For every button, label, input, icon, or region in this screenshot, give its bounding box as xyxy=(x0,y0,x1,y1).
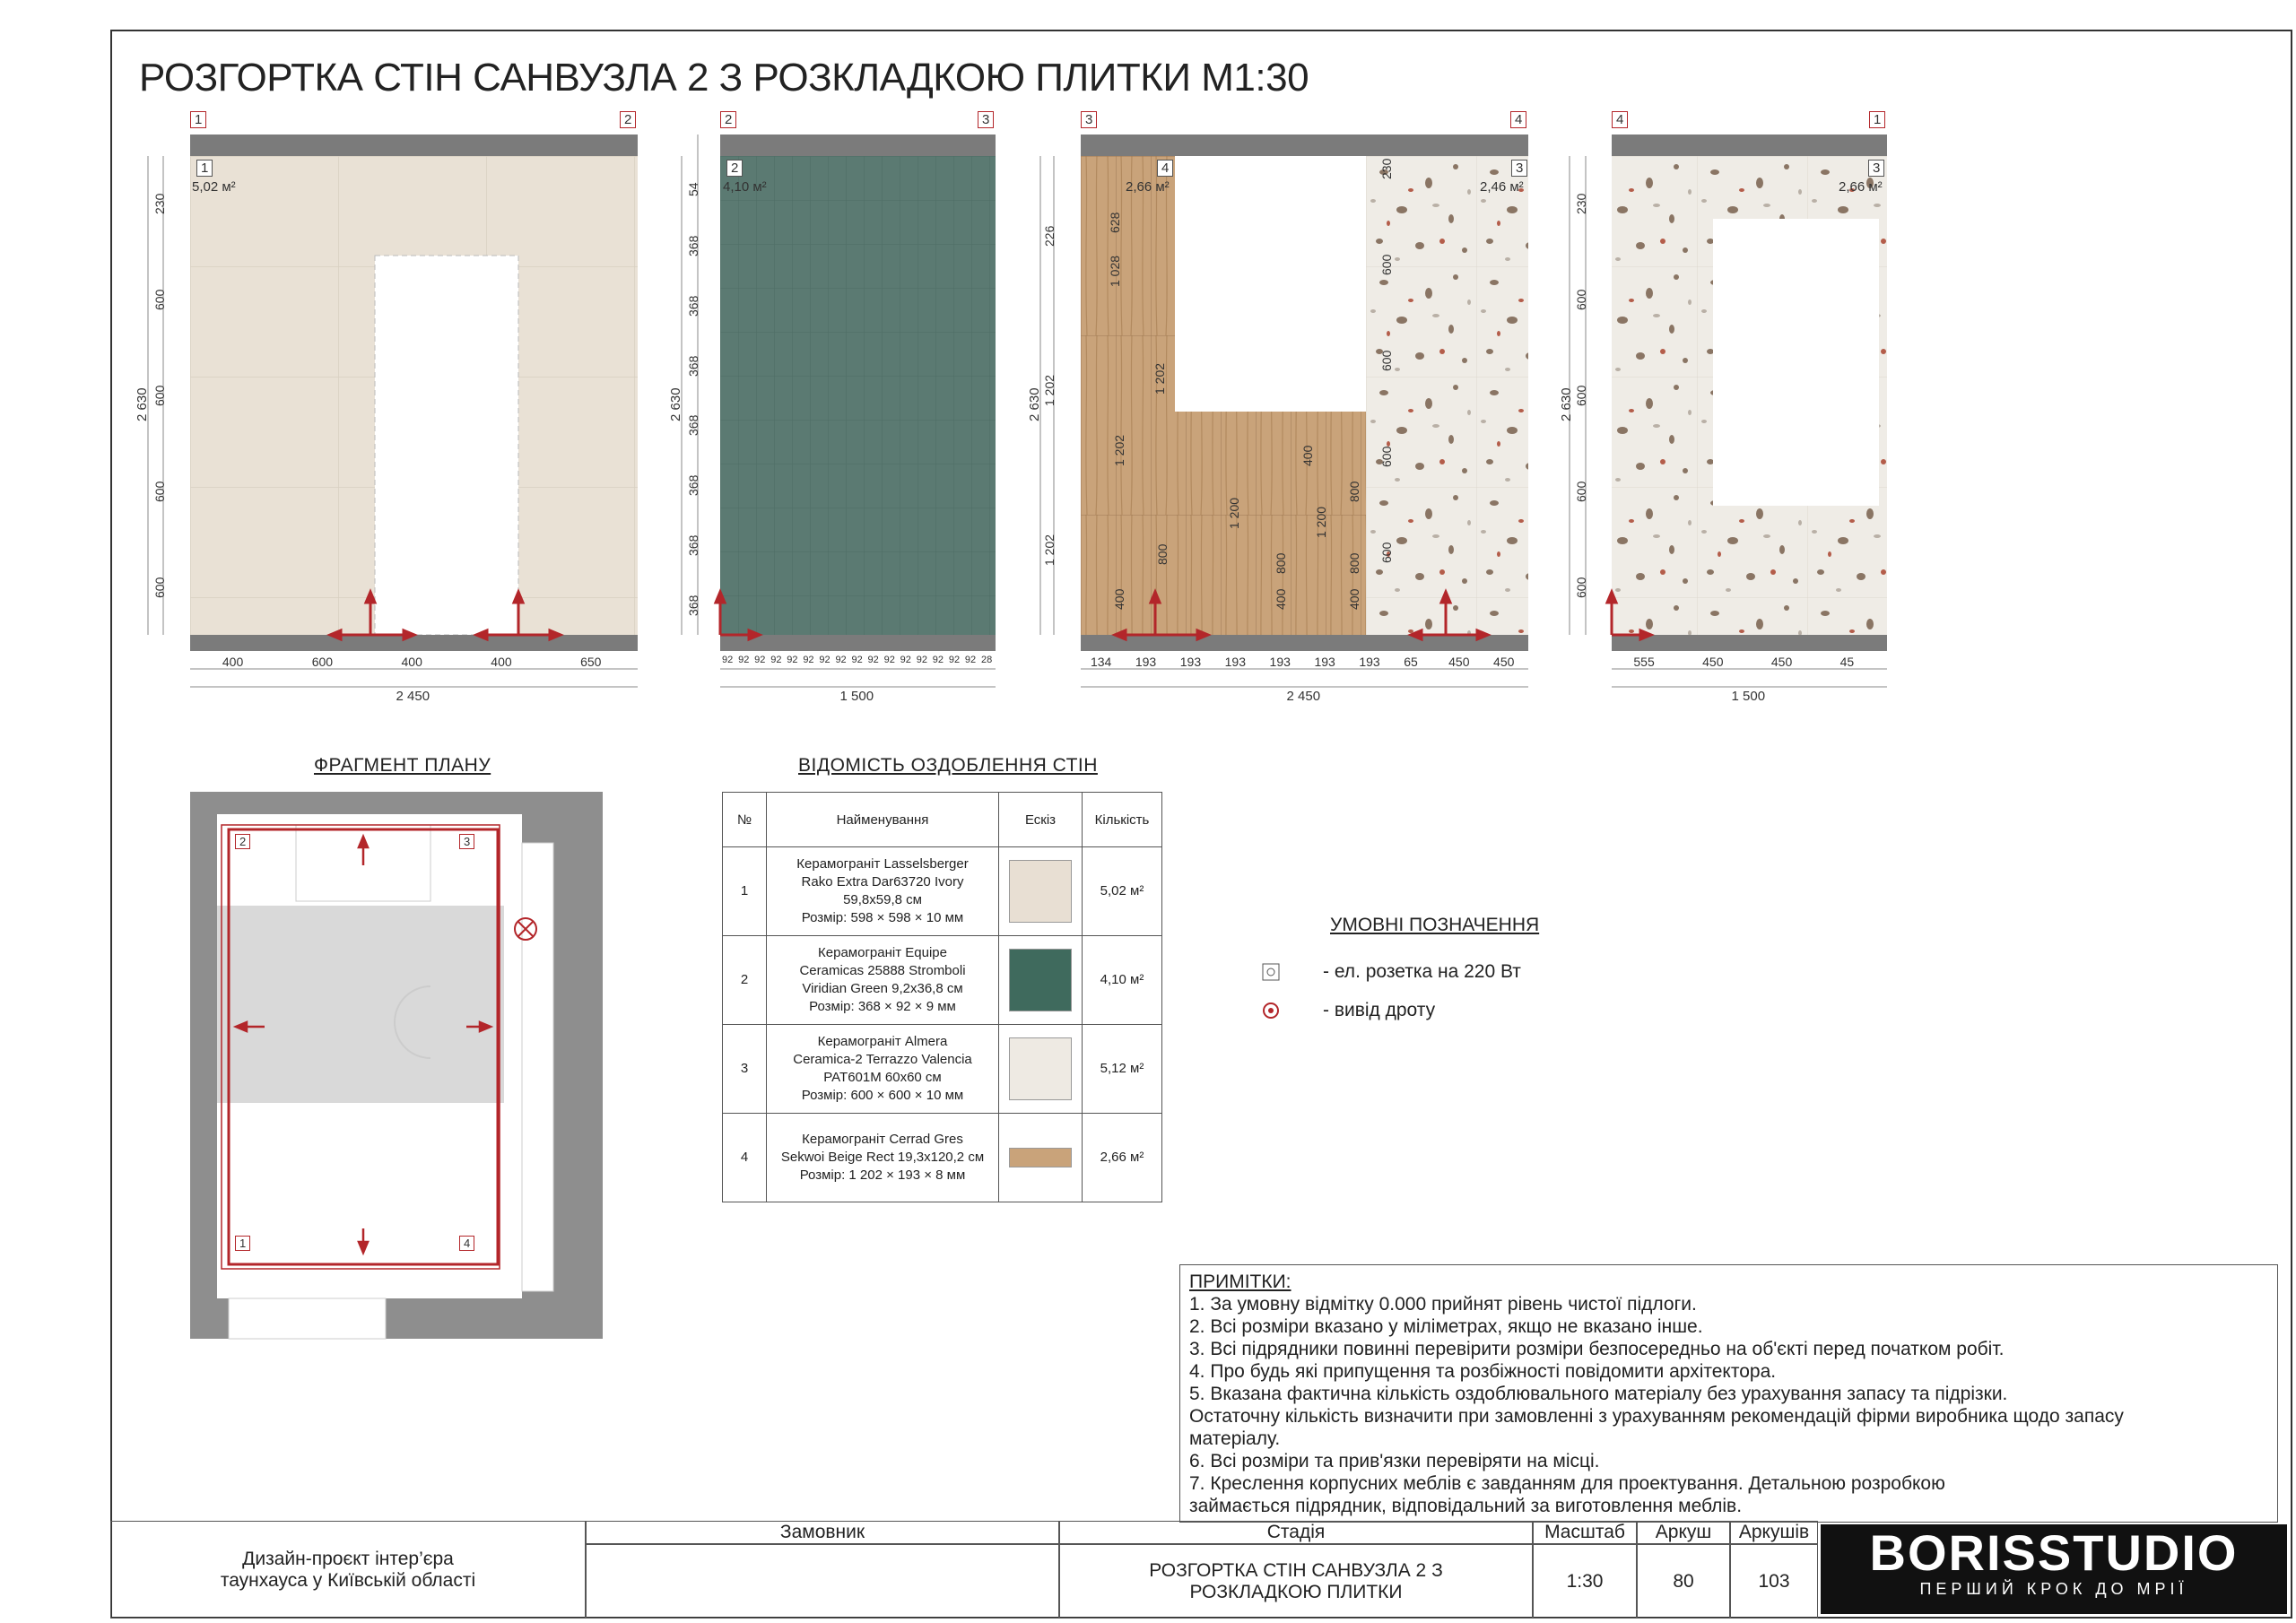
logo-slogan: ПЕРШИЙ КРОК ДО МРІЇ xyxy=(1919,1580,2188,1598)
wall-mark-left: 1 xyxy=(190,111,206,128)
v-dim: 368 xyxy=(686,474,700,497)
row-name-line: Розмір: 598 × 598 × 10 мм xyxy=(801,910,964,925)
logo-name: BORISSTUDIO xyxy=(1869,1524,2239,1581)
inner-dim: 800 xyxy=(1155,543,1170,565)
height-total: 2 630 xyxy=(1559,387,1574,421)
row-quantity: 5,12 м² xyxy=(1083,1025,1162,1114)
scale-value: 1:30 xyxy=(1533,1544,1637,1619)
col-name: Найменування xyxy=(767,793,999,847)
v-dim: 1 202 xyxy=(1042,534,1057,566)
v-dim: 230 xyxy=(1574,194,1588,215)
legend-socket-label: - ел. розетка на 220 Вт xyxy=(1323,961,1521,982)
wall-mark-right: 2 xyxy=(620,111,636,128)
row-sketch xyxy=(999,847,1083,936)
h-dim: 450 xyxy=(1493,655,1515,669)
h-dim: 400 xyxy=(491,655,512,669)
wall-mark-left: 4 xyxy=(1612,111,1628,128)
h-dim: 28 xyxy=(980,655,993,665)
h-dim: 92 xyxy=(819,655,831,665)
row-name-line: Ceramica-2 Terrazzo Valencia xyxy=(793,1052,972,1067)
h-dim: 193 xyxy=(1359,655,1380,669)
wall-mark-right: 3 xyxy=(978,111,994,128)
v-dim-right: 600 xyxy=(1379,542,1394,563)
h-dim: 650 xyxy=(580,655,602,669)
v-dim: 368 xyxy=(686,534,700,556)
page-title: РОЗГОРТКА СТІН САНВУЗЛА 2 З РОЗКЛАДКОЮ ПЛИТКИ М1:30 xyxy=(139,56,1309,100)
inner-dim: 1 202 xyxy=(1152,362,1167,395)
v-dim: 1 202 xyxy=(1042,374,1057,406)
finishing-title: ВІДОМІСТЬ ОЗДОБЛЕННЯ СТІН xyxy=(798,755,1098,776)
stage-label: Стадія xyxy=(1059,1521,1533,1544)
row-name xyxy=(767,1114,999,1202)
legend-title: УМОВНІ ПОЗНАЧЕННЯ xyxy=(1330,915,1540,935)
col-sketch: Ескіз xyxy=(999,793,1083,847)
v-dim: 600 xyxy=(152,289,167,311)
wall-elevation-4 xyxy=(1607,135,1887,651)
sheet-value: 80 xyxy=(1637,1544,1730,1619)
h-dim: 555 xyxy=(1633,655,1655,669)
scale-label: Масштаб xyxy=(1533,1521,1637,1544)
socket-legend-icon xyxy=(1263,964,1279,980)
v-dim-right: 230 xyxy=(1379,158,1394,179)
wall-mark-left: 2 xyxy=(720,111,736,128)
note-line: 6. Всі розміри та прив'язки перевіряти на місці. xyxy=(1189,1451,1600,1471)
row-name-line: PAT601M 60x60 см xyxy=(823,1070,942,1085)
row-quantity: 4,10 м² xyxy=(1083,936,1162,1025)
note-line: Остаточну кількість визначити при замовленні з урахуванням рекомендацій фірми виробника щодо запасу xyxy=(1189,1406,2124,1427)
row-name xyxy=(767,1025,999,1114)
h-dim: 92 xyxy=(835,655,847,665)
plan-wall-mark: 2 xyxy=(235,834,250,849)
notes-title: ПРИМІТКИ: xyxy=(1189,1271,1292,1292)
row-sketch xyxy=(999,1025,1083,1114)
legend-wire-label: - вивід дроту xyxy=(1323,1000,1436,1020)
wall-tile-mark: 3 xyxy=(1511,160,1527,177)
note-line: займається підрядник, відповідальний за виготовлення меблів. xyxy=(1189,1496,1743,1516)
row-number: 2 xyxy=(723,936,767,1025)
customer-label: Замовник xyxy=(586,1521,1059,1544)
h-dim: 92 xyxy=(867,655,879,665)
v-dim: 600 xyxy=(152,577,167,598)
material-swatch xyxy=(1009,1148,1072,1167)
plan-title: ФРАГМЕНТ ПЛАНУ xyxy=(314,755,491,776)
h-dim: 92 xyxy=(803,655,814,665)
note-line: 5. Вказана фактична кількість оздоблювального матеріалу без урахування запасу та підрізки. xyxy=(1189,1384,2008,1404)
inner-dim: 800 xyxy=(1274,552,1288,574)
row-name-line: Viridian Green 9,2x36,8 см xyxy=(802,981,963,996)
row-name-line: Розмір: 1 202 × 193 × 8 мм xyxy=(799,1167,966,1183)
row-name-line: Керамограніт Lasselsberger xyxy=(796,856,969,872)
h-dim: 92 xyxy=(754,655,766,665)
wall-tile-mark: 3 xyxy=(1868,160,1884,177)
wall-mark-right: 1 xyxy=(1869,111,1885,128)
v-dim: 368 xyxy=(686,295,700,317)
note-line: 4. Про будь які припущення та розбіжності повідомити архітектора. xyxy=(1189,1361,1777,1382)
material-swatch xyxy=(1009,949,1072,1011)
wall-area: 4,10 м² xyxy=(723,179,767,195)
finishing-row xyxy=(723,1114,1162,1202)
h-dim: 193 xyxy=(1179,655,1202,669)
sheet-label: Аркуш xyxy=(1637,1521,1730,1544)
note-line: 7. Креслення корпусних меблів є завданням для проектування. Детальною розробкою xyxy=(1189,1473,1945,1494)
v-dim-right: 600 xyxy=(1379,254,1394,275)
h-dim: 92 xyxy=(738,655,750,665)
v-dim: 368 xyxy=(686,355,700,377)
inner-dim: 1 028 xyxy=(1108,255,1122,287)
width-total: 2 450 xyxy=(1286,689,1321,704)
wall-elevation-2 xyxy=(716,135,996,651)
row-quantity: 2,66 м² xyxy=(1083,1114,1162,1202)
h-dim: 193 xyxy=(1135,655,1157,669)
row-number: 4 xyxy=(723,1114,767,1202)
row-number: 1 xyxy=(723,847,767,936)
v-dim: 600 xyxy=(1574,289,1588,311)
note-line: 3. Всі підрядники повинні перевірити розміри безпосередньо на об'єкті перед початком робіт. xyxy=(1189,1339,2005,1359)
v-dim-right: 600 xyxy=(1379,446,1394,467)
width-total: 1 500 xyxy=(1731,689,1766,704)
inner-dim: 1 200 xyxy=(1314,506,1328,538)
h-dim: 92 xyxy=(851,655,863,665)
wall-mark-left: 3 xyxy=(1081,111,1097,128)
v-dim: 600 xyxy=(152,481,167,502)
inner-dim: 400 xyxy=(1274,588,1288,610)
inner-dim: 400 xyxy=(1112,588,1126,610)
row-name-line: Sekwoi Beige Rect 19,3x120,2 см xyxy=(780,1150,985,1165)
height-total: 2 630 xyxy=(668,387,683,421)
row-sketch xyxy=(999,1114,1083,1202)
v-dim: 230 xyxy=(152,194,167,215)
row-number: 3 xyxy=(723,1025,767,1114)
plan-wall-mark: 3 xyxy=(459,834,474,849)
wall-area: 2,46 м² xyxy=(1480,179,1524,195)
plan-wall-mark: 1 xyxy=(235,1236,250,1251)
h-dim: 45 xyxy=(1839,655,1855,669)
v-dim: 600 xyxy=(1574,577,1588,598)
finishing-table xyxy=(722,792,1162,1202)
row-sketch xyxy=(999,936,1083,1025)
wall-area: 5,02 м² xyxy=(192,179,236,195)
v-dim: 600 xyxy=(1574,481,1588,502)
wall-area: 2,66 м² xyxy=(1839,179,1883,195)
finishing-header-row xyxy=(723,793,1162,847)
wall-elevation-1 xyxy=(190,135,638,651)
sheets-label: Аркушів xyxy=(1730,1521,1818,1544)
inner-dim: 400 xyxy=(1300,445,1315,466)
v-dim: 54 xyxy=(686,182,700,197)
h-dim: 92 xyxy=(722,655,734,665)
h-dim: 92 xyxy=(948,655,961,665)
row-name-line: Керамограніт Almera xyxy=(817,1034,948,1049)
h-dim: 92 xyxy=(883,655,895,665)
row-name-line: Rako Extra Dar63720 Ivory xyxy=(801,874,964,890)
h-dim: 193 xyxy=(1314,655,1335,669)
height-total: 2 630 xyxy=(1027,387,1042,421)
customer-value xyxy=(586,1544,1059,1619)
project-name: Дизайн-проєкт інтер’єра таунхауса у Київській області xyxy=(110,1521,586,1619)
h-dim: 400 xyxy=(401,655,422,669)
finishing-row xyxy=(723,847,1162,936)
inner-dim: 400 xyxy=(1347,588,1361,610)
v-dim-right: 600 xyxy=(1379,350,1394,371)
studio-logo xyxy=(1821,1524,2287,1614)
wall-tile-mark: 1 xyxy=(196,160,213,177)
h-dim: 193 xyxy=(1269,655,1291,669)
h-dim: 92 xyxy=(964,655,977,665)
height-total: 2 630 xyxy=(135,387,150,421)
inner-dim: 1 200 xyxy=(1227,497,1241,529)
plan-wall-mark: 4 xyxy=(459,1236,474,1251)
h-dim: 92 xyxy=(787,655,798,665)
row-name-line: Розмір: 600 × 600 × 10 мм xyxy=(801,1088,964,1103)
h-dim: 134 xyxy=(1090,655,1112,669)
material-swatch xyxy=(1009,1037,1072,1100)
wall-tile-mark: 2 xyxy=(726,160,743,177)
col-number: № xyxy=(723,793,767,847)
h-dim: 92 xyxy=(900,655,911,665)
col-quantity: Кількість xyxy=(1083,793,1162,847)
wall-elevation-3 xyxy=(1081,135,1528,651)
v-dim: 368 xyxy=(686,235,700,257)
inner-dim: 800 xyxy=(1347,552,1361,574)
v-dim: 600 xyxy=(152,385,167,406)
row-name xyxy=(767,847,999,936)
v-dim: 226 xyxy=(1042,225,1057,247)
finishing-row xyxy=(723,1025,1162,1114)
h-dim: 92 xyxy=(932,655,944,665)
row-name-line: Ceramicas 25888 Stromboli xyxy=(799,963,966,978)
h-dim: 450 xyxy=(1448,655,1470,669)
row-name-line: 59,8x59,8 см xyxy=(843,892,922,907)
wall-tile-mark: 4 xyxy=(1157,160,1173,177)
wire-outlet-legend-icon xyxy=(1264,1003,1278,1018)
row-name-line: Керамограніт Cerrad Gres xyxy=(802,1132,963,1147)
width-total: 2 450 xyxy=(396,689,430,704)
material-swatch xyxy=(1009,860,1072,923)
inner-dim: 628 xyxy=(1108,212,1122,233)
v-dim: 600 xyxy=(1574,385,1588,406)
note-line: 2. Всі розміри вказано у міліметрах, якщо не вказано інше. xyxy=(1189,1316,1703,1337)
sheets-value: 103 xyxy=(1730,1544,1818,1619)
notes-panel xyxy=(1179,1264,2278,1523)
wall-mark-right: 4 xyxy=(1510,111,1526,128)
inner-dim: 800 xyxy=(1347,481,1361,502)
h-dim: 400 xyxy=(222,655,244,669)
h-dim: 92 xyxy=(770,655,782,665)
width-total: 1 500 xyxy=(839,689,874,704)
plan-fragment xyxy=(190,792,603,1339)
h-dim: 450 xyxy=(1702,655,1724,669)
note-line: матеріалу. xyxy=(1189,1428,1281,1449)
row-name xyxy=(767,936,999,1025)
h-dim: 450 xyxy=(1770,655,1793,669)
finishing-row xyxy=(723,936,1162,1025)
row-name-line: Керамограніт Equipe xyxy=(818,945,947,960)
h-dim: 193 xyxy=(1224,655,1246,669)
note-line: 1. За умовну відмітку 0.000 прийнят рівень чистої підлоги. xyxy=(1189,1294,1697,1315)
row-quantity: 5,02 м² xyxy=(1083,847,1162,936)
h-dim: 92 xyxy=(916,655,927,665)
wall-area: 2,66 м² xyxy=(1126,179,1170,195)
v-dim: 368 xyxy=(686,415,700,437)
v-dim: 368 xyxy=(686,595,700,616)
h-dim: 65 xyxy=(1404,655,1418,669)
h-dim: 600 xyxy=(311,655,334,669)
row-name-line: Розмір: 368 × 92 × 9 мм xyxy=(809,999,956,1014)
sheet-title: РОЗГОРТКА СТІН САНВУЗЛА 2 З РОЗКЛАДКОЮ ПЛИТКИ xyxy=(1059,1544,1533,1619)
inner-dim: 1 202 xyxy=(1112,434,1126,466)
